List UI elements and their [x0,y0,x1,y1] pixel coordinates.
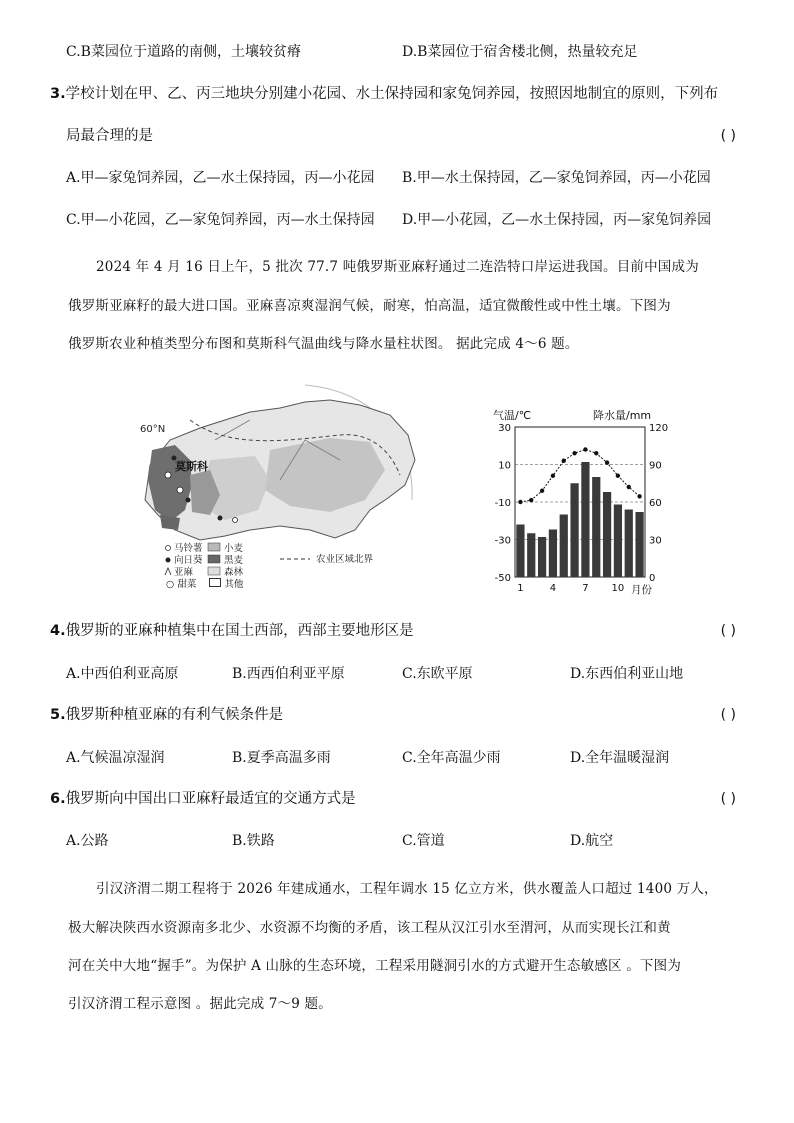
question-text: 学校计划在甲、乙、丙三地块分别建小花园、水土保持园和家兔饲养园，按照因地制宜的原则，下列布 [65,86,719,102]
q3-option-a[interactable]: A.甲—家兔饲养园，乙—水土保持园，丙—小花园 [66,170,375,186]
q4-option-c[interactable]: C.东欧平原 [402,666,473,682]
question-number: 4. [50,623,66,639]
temperature-point [540,489,544,493]
question-4-stem [50,621,414,641]
precipitation-bar [560,515,568,578]
chart-y-tick-left: -30 [494,535,511,547]
legend-label-beet-text: 甜菜 [177,579,197,590]
precipitation-bar [625,510,633,578]
answer-bracket[interactable]: ( ) [720,791,736,807]
passage-1-line-1: 2024 年 4 月 16 日上午，5 批次 77.7 吨俄罗斯亚麻籽通过二连浩特口岸运进我国。目前中国成为 [96,259,699,275]
temperature-point [529,498,533,502]
question-3-stem-cont: 局最合理的是 [66,128,153,144]
passage-2-line-3: 河在关中大地“握手”。为保护 A 山脉的生态环境，工程采用隧洞引水的方式避开生态敏感区 。下图为 [68,958,682,974]
map-boundary-label: 农业区域北界 [316,554,374,565]
passage-2-line-2: 极大解决陕西水资源南多北少、水资源不均衡的矛盾，该工程从汉江引水至渭河，从而实现长江和黄 [68,920,671,936]
question-number: 3. [50,86,66,102]
q6-option-b[interactable]: B.铁路 [232,833,275,849]
chart-x-tick: 1 [517,583,524,594]
chart-y-tick-right: 0 [649,573,656,584]
chart-y-tick-right: 120 [649,423,669,434]
q4-option-a[interactable]: A.中西伯利亚高原 [66,666,179,682]
legend-label-rye: 黑麦 [224,555,244,566]
q6-option-c[interactable]: C.管道 [402,833,445,849]
q5-option-d[interactable]: D.全年温暖湿润 [570,750,670,766]
answer-bracket[interactable]: ( ) [720,128,736,144]
chart-y-tick-left: 30 [498,423,511,434]
legend-label-potato: 马铃薯 [174,543,203,554]
chart-y-tick-left: 10 [498,460,511,472]
temperature-point [627,485,631,489]
answer-bracket[interactable]: ( ) [720,707,736,723]
question-text: 俄罗斯种植亚麻的有利气候条件是 [65,707,284,723]
map-city-label: 莫斯科 [175,460,208,473]
moscow-climate-chart [485,405,675,595]
temperature-point [562,459,566,463]
q4-option-d[interactable]: D.东西伯利亚山地 [570,666,684,682]
temperature-point [551,474,555,478]
russia-agriculture-map [130,380,420,580]
chart-y-tick-right: 90 [649,460,662,472]
q3-option-b[interactable]: B.甲—水土保持园，乙—家兔饲养园，丙—小花园 [402,170,711,186]
precipitation-bar [581,462,589,577]
question-number: 6. [50,791,66,807]
temperature-point [616,474,620,478]
chart-x-tick: 10 [611,583,625,594]
precipitation-bar [549,530,557,578]
chart-x-label: 月份 [631,584,652,595]
passage-2-line-4: 引汉济渭工程示意图 。据此完成 7～9 题。 [68,996,332,1012]
question-number: 5. [50,707,66,723]
legend-label-forest: 森林 [224,567,244,578]
precipitation-bar [516,525,524,578]
q6-option-a[interactable]: A.公路 [66,833,109,849]
chart-y-tick-right: 60 [649,498,662,509]
passage-1-line-3: 俄罗斯农业种植类型分布图和莫斯科气温曲线与降水量柱状图。 据此完成 4～6 题。 [68,336,579,352]
chart-x-tick: 7 [582,583,589,594]
temperature-point [605,460,609,464]
temperature-point [572,451,576,455]
q5-option-a[interactable]: A.气候温凉湿润 [66,750,165,766]
legend-icon-beet: ○ [166,579,175,590]
q5-option-b[interactable]: B.夏季高温多雨 [232,750,331,766]
temperature-point [583,447,587,451]
legend-label-flax: 亚麻 [174,567,194,578]
passage-2-line-1: 引汉济渭二期工程将于 2026 年建成通水，工程年调水 15 亿立方米，供水覆盖人口超过 1400 万人， [96,881,718,897]
q2-option-d[interactable]: D.B菜园位于宿舍楼北侧，热量较充足 [402,44,638,60]
passage-1-line-2: 俄罗斯亚麻籽的最大进口国。亚麻喜凉爽湿润气候，耐寒，怕高温，适宜微酸性或中性土壤。下图为 [68,298,671,314]
precipitation-bar [570,483,578,577]
legend-label-wheat: 小麦 [224,543,244,554]
temperature-point [594,451,598,455]
question-text: 俄罗斯向中国出口亚麻籽最适宜的交通方式是 [65,791,356,807]
precipitation-bar [527,533,535,577]
precipitation-bar [635,512,643,577]
question-text: 俄罗斯的亚麻种植集中在国土西部，西部主要地形区是 [65,623,414,639]
temperature-point [518,500,522,504]
q6-option-d[interactable]: D.航空 [570,833,614,849]
temperature-point [637,494,641,498]
question-3-stem [50,84,718,104]
chart-x-tick: 4 [549,583,557,594]
question-6-stem [50,789,356,809]
legend-label-other: 其他 [224,579,244,590]
legend-label-sunflower: 向日葵 [174,555,203,566]
precipitation-bar [592,477,600,577]
q4-option-b[interactable]: B.西西伯利亚平原 [232,666,345,682]
q3-option-c[interactable]: C.甲—小花园，乙—家兔饲养园，丙—水土保持园 [66,212,375,228]
q5-option-c[interactable]: C.全年高温少雨 [402,750,501,766]
precipitation-bar [538,537,546,577]
q3-option-d[interactable]: D.甲—小花园，乙—水土保持园，丙—家兔饲养园 [402,212,712,228]
chart-y-tick-left: -50 [494,573,511,584]
precipitation-bar [603,492,611,577]
map-latitude-label: 60°N [140,424,166,435]
temperature-line [520,450,639,503]
legend-row-extra [166,578,243,591]
chart-y-tick-right: 30 [649,535,662,547]
question-5-stem [50,705,283,725]
precipitation-bar [614,505,622,578]
q2-option-c[interactable]: C.B菜园位于道路的南侧，土壤较贫瘠 [66,44,301,60]
chart-y-label-right: 降水量/mm [593,409,652,422]
chart-y-tick-left: -10 [494,498,511,509]
legend-swatch-other [209,578,221,587]
chart-y-label-left: 气温/℃ [493,409,532,422]
answer-bracket[interactable]: ( ) [720,623,736,639]
